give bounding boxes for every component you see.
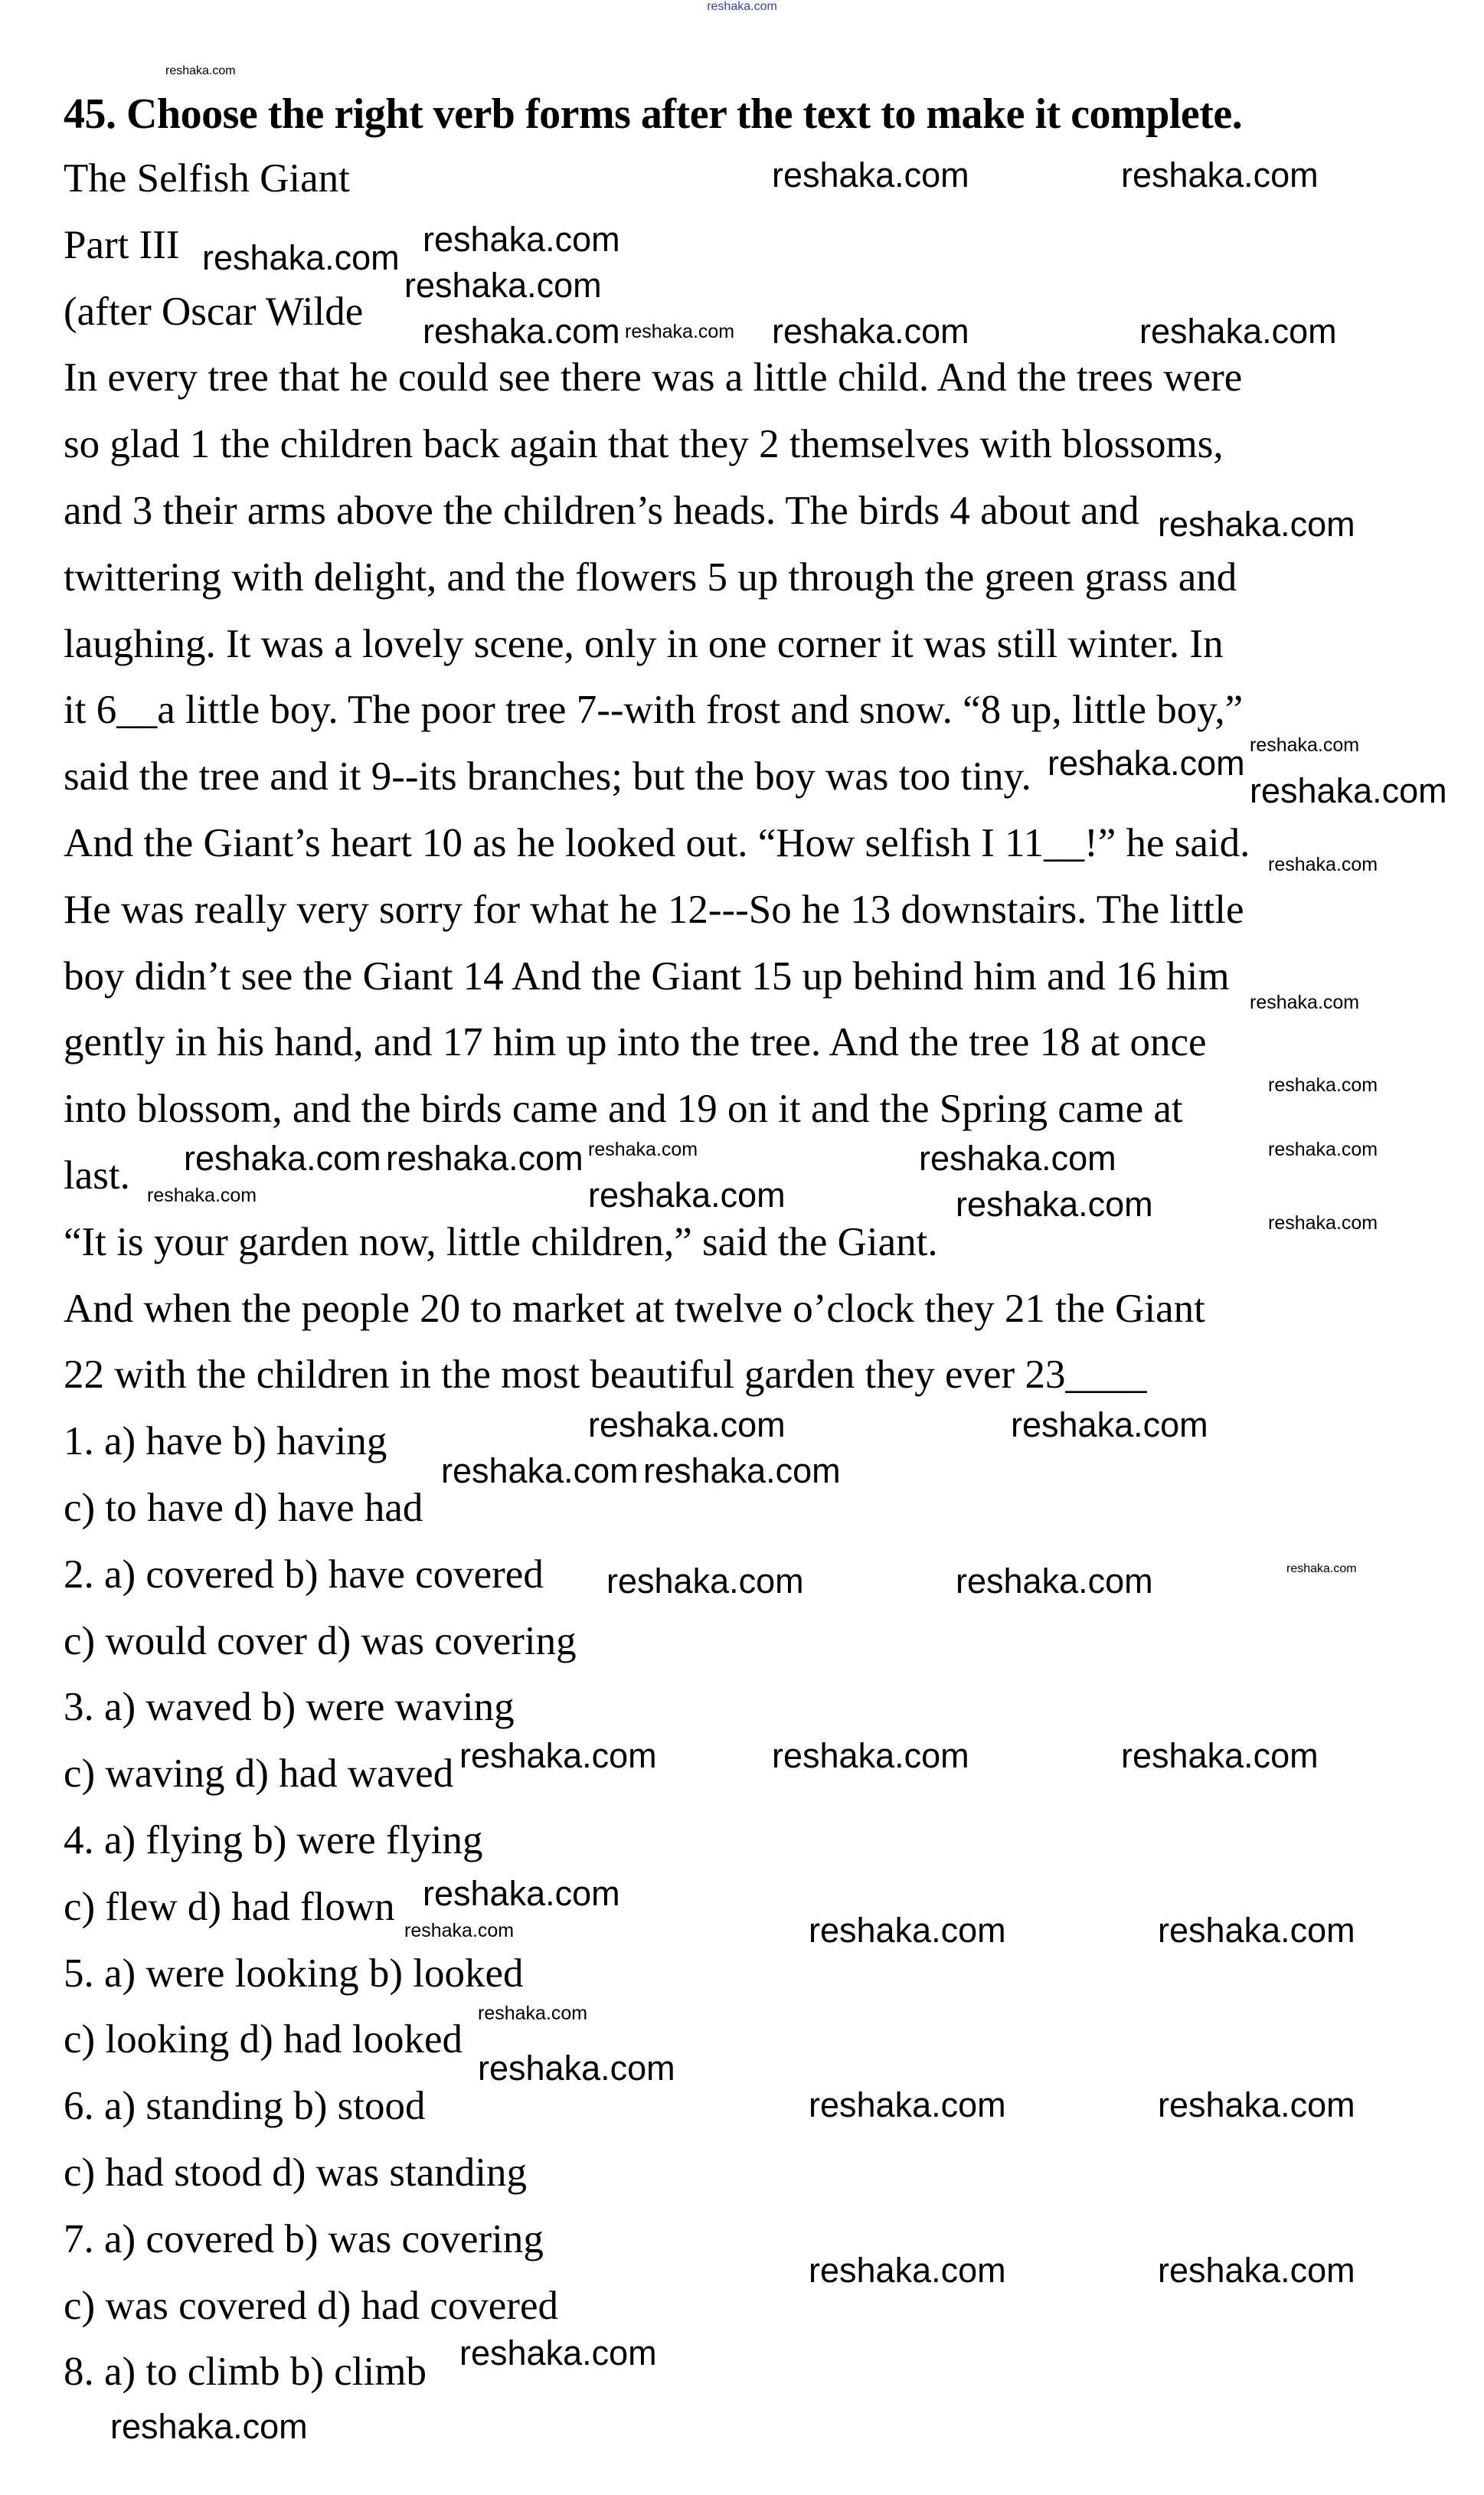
watermark: reshaka.com [423,312,620,351]
watermark: reshaka.com [1158,2251,1355,2290]
story-line: 22 with the children in the most beautiful garden they ever 23____ [64,1352,1147,1398]
story-line: twittering with delight, and the flowers 5 up through the green grass and [64,554,1237,600]
story-line: into blossom, and the birds came and 19 on it and the Spring came at [64,1087,1183,1132]
watermark: reshaka.com [404,266,602,305]
watermark: reshaka.com [165,64,236,77]
watermark: reshaka.com [423,1874,620,1913]
watermark: reshaka.com [1250,734,1360,756]
watermark: reshaka.com [386,1139,583,1178]
watermark: reshaka.com [478,2049,675,2088]
option-line: 4. a) flying b) were flying [64,1817,483,1862]
watermark: reshaka.com [1250,771,1447,810]
top-watermark: reshaka.com [707,0,777,13]
watermark: reshaka.com [1268,1212,1378,1234]
story-line: And the Giant’s heart 10 as he looked out. “How selfish I 11__!” he said. [64,820,1250,865]
story-line: In every tree that he could see there was a little child. And the trees were [64,355,1243,401]
watermark: reshaka.com [1158,1911,1355,1950]
story-line: He was really very sorry for what he 12---So he 13 downstairs. The little [64,887,1244,932]
watermark: reshaka.com [1250,992,1360,1013]
watermark: reshaka.com [919,1139,1116,1178]
story-line: boy didn’t see the Giant 14 And the Giant 15 up behind him and 16 him [64,953,1230,999]
story-line: and 3 their arms above the children’s heads. The birds 4 about and [64,488,1139,533]
story-line: said the tree and it 9--its branches; but the boy was too tiny. [64,754,1031,800]
story-line: laughing. It was a lovely scene, only in one corner it was still winter. In [64,621,1224,666]
watermark: reshaka.com [588,1139,698,1160]
option-line: 8. a) to climb b) climb [64,2349,427,2395]
option-line: 1. a) have b) having [64,1419,387,1464]
title-line: Part III [64,222,180,267]
watermark: reshaka.com [956,1561,1153,1601]
watermark: reshaka.com [588,1176,786,1215]
option-line: c) waving d) had waved [64,1751,454,1797]
watermark: reshaka.com [423,220,620,259]
story-line: last. [64,1153,130,1198]
option-line: c) to have d) have had [64,1485,423,1530]
watermark: reshaka.com [643,1451,841,1490]
watermark: reshaka.com [1121,1736,1319,1775]
option-line: 2. a) covered b) have covered [64,1552,544,1597]
watermark: reshaka.com [1121,155,1319,195]
story-line: gently in his hand, and 17 him up into the tree. And the tree 18 at once [64,1020,1207,1065]
watermark: reshaka.com [588,1405,786,1444]
story-line: And when the people 20 to market at twelve o’clock they 21 the Giant [64,1286,1205,1331]
option-line: c) was covered d) had covered [64,2283,558,2328]
watermark: reshaka.com [1139,312,1337,351]
option-line: c) would cover d) was covering [64,1618,577,1663]
watermark: reshaka.com [772,155,969,195]
watermark: reshaka.com [772,1736,969,1775]
watermark: reshaka.com [1268,854,1378,875]
option-line: 5. a) were looking b) looked [64,1951,524,1996]
option-line: 7. a) covered b) was covering [64,2216,544,2261]
title-line: (after Oscar Wilde [64,289,364,334]
option-line: c) looking d) had looked [64,2017,463,2062]
watermark: reshaka.com [772,312,969,351]
watermark: reshaka.com [1268,1074,1378,1096]
watermark: reshaka.com [1011,1405,1208,1444]
watermark: reshaka.com [809,2085,1006,2124]
exercise-heading: 45. Choose the right verb forms after the text to make it complete. [64,90,1243,138]
watermark: reshaka.com [956,1185,1153,1224]
option-line: c) flew d) had flown [64,1884,395,1929]
watermark: reshaka.com [110,2407,308,2446]
watermark: reshaka.com [625,321,735,342]
option-line: c) had stood d) was standing [64,2150,527,2195]
watermark: reshaka.com [809,1911,1006,1950]
watermark: reshaka.com [1158,505,1355,544]
watermark: reshaka.com [441,1451,639,1490]
story-line: “It is your garden now, little children,” said the Giant. [64,1219,938,1264]
title-line: The Selfish Giant [64,156,350,201]
watermark: reshaka.com [1048,744,1245,783]
watermark: reshaka.com [147,1185,257,1206]
watermark: reshaka.com [184,1139,381,1178]
watermark: reshaka.com [809,2251,1006,2290]
story-line: so glad 1 the children back again that they 2 themselves with blossoms, [64,422,1224,467]
watermark: reshaka.com [459,2333,657,2372]
watermark: reshaka.com [404,1920,515,1941]
watermark: reshaka.com [459,1736,657,1775]
watermark: reshaka.com [1268,1139,1378,1160]
watermark: reshaka.com [606,1561,804,1601]
watermark: reshaka.com [1286,1562,1357,1575]
story-line: it 6__a little boy. The poor tree 7--with frost and snow. “8 up, little boy,” [64,688,1244,733]
option-line: 3. a) waved b) were waving [64,1685,515,1730]
watermark: reshaka.com [202,238,400,277]
watermark: reshaka.com [1158,2085,1355,2124]
watermark: reshaka.com [478,2003,588,2024]
option-line: 6. a) standing b) stood [64,2084,426,2129]
